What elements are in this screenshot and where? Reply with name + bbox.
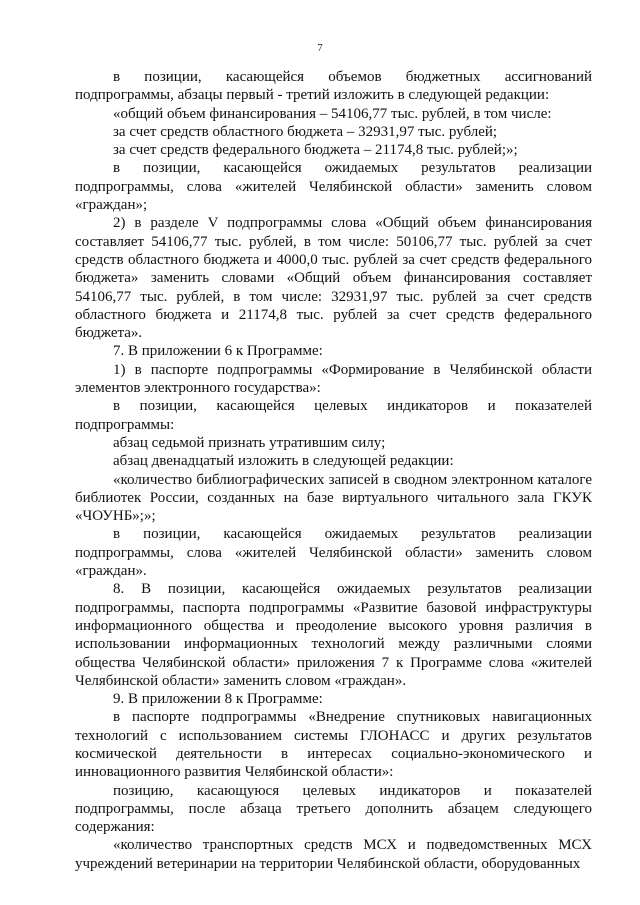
paragraph: абзац двенадцатый изложить в следующей редакции: xyxy=(113,453,454,470)
paragraph: за счет средств областного бюджета – 32931,97 тыс. рублей; xyxy=(113,123,498,140)
paragraph: 2) в разделе V подпрограммы слова «Общий объем финансирования составляет 54106,77 тыс. рублей, в том числе: 50106,77 тыс. рублей за счет средств областного бюджета и 4000,0 тыс. рублей за счет средств федерального бюджета» заменить словами «Общий объем финансирования составляет 54106,77 тыс. рублей, в том числе: 32931,97 тыс. рублей за счет средств областного бюджета и 21174,8 тыс. рублей за счет средств федерального бюджета». xyxy=(75,215,592,342)
paragraph: в паспорте подпрограммы «Внедрение спутниковых навигационных технологий с использованием системы ГЛОНАСС и других результатов космической деятельности в интересах социально-экономического и инновационного развития Челябинской области»: xyxy=(75,709,592,781)
paragraph: 9. В приложении 8 к Программе: xyxy=(113,691,323,708)
paragraph: 8. В позиции, касающейся ожидаемых результатов реализации подпрограммы, паспорта подпрограммы «Развитие базовой инфраструктуры информационного общества и преодоление высокого уровня различия в использовании информационных технологий между различными слоями общества Челябинской области» приложения 7 к Программе слова «жителей Челябинской области» заменить словом «граждан». xyxy=(75,581,592,689)
paragraph: «количество транспортных средств МСХ и подведомственных МСХ учреждений ветеринарии на территории Челябинской области, оборудованных xyxy=(75,837,592,872)
page-number: 7 xyxy=(317,42,323,54)
document-body xyxy=(75,68,592,873)
paragraph: «общий объем финансирования – 54106,77 тыс. рублей, в том числе: xyxy=(113,105,552,122)
paragraph: 1) в паспорте подпрограммы «Формирование в Челябинской области элементов электронного государства»: xyxy=(75,361,592,397)
paragraph: позицию, касающуюся целевых индикаторов и показателей подпрограммы, после абзаца третьего дополнить абзацем следующего содержания: xyxy=(75,782,592,836)
paragraph: абзац седьмой признать утратившим силу; xyxy=(113,434,386,451)
paragraph: «количество библиографических записей в сводном электронном каталоге библиотек России, созданных на базе виртуального читального зала ГКУК «ЧОУНБ»;»; xyxy=(75,471,592,525)
paragraph: за счет средств федерального бюджета – 21174,8 тыс. рублей;»; xyxy=(113,142,518,159)
paragraph: в позиции, касающейся ожидаемых результатов реализации подпрограммы, слова «жителей Челябинской области» заменить словом «граждан»; xyxy=(75,160,592,214)
paragraph: 7. В приложении 6 к Программе: xyxy=(113,343,323,360)
paragraph: в позиции, касающейся ожидаемых результатов реализации подпрограммы, слова «жителей Челябинской области» заменить словом «граждан». xyxy=(75,526,592,580)
paragraph: в позиции, касающейся объемов бюджетных ассигнований подпрограммы, абзацы первый - третий изложить в следующей редакции: xyxy=(75,69,592,104)
paragraph: в позиции, касающейся целевых индикаторов и показателей подпрограммы: xyxy=(75,398,592,433)
